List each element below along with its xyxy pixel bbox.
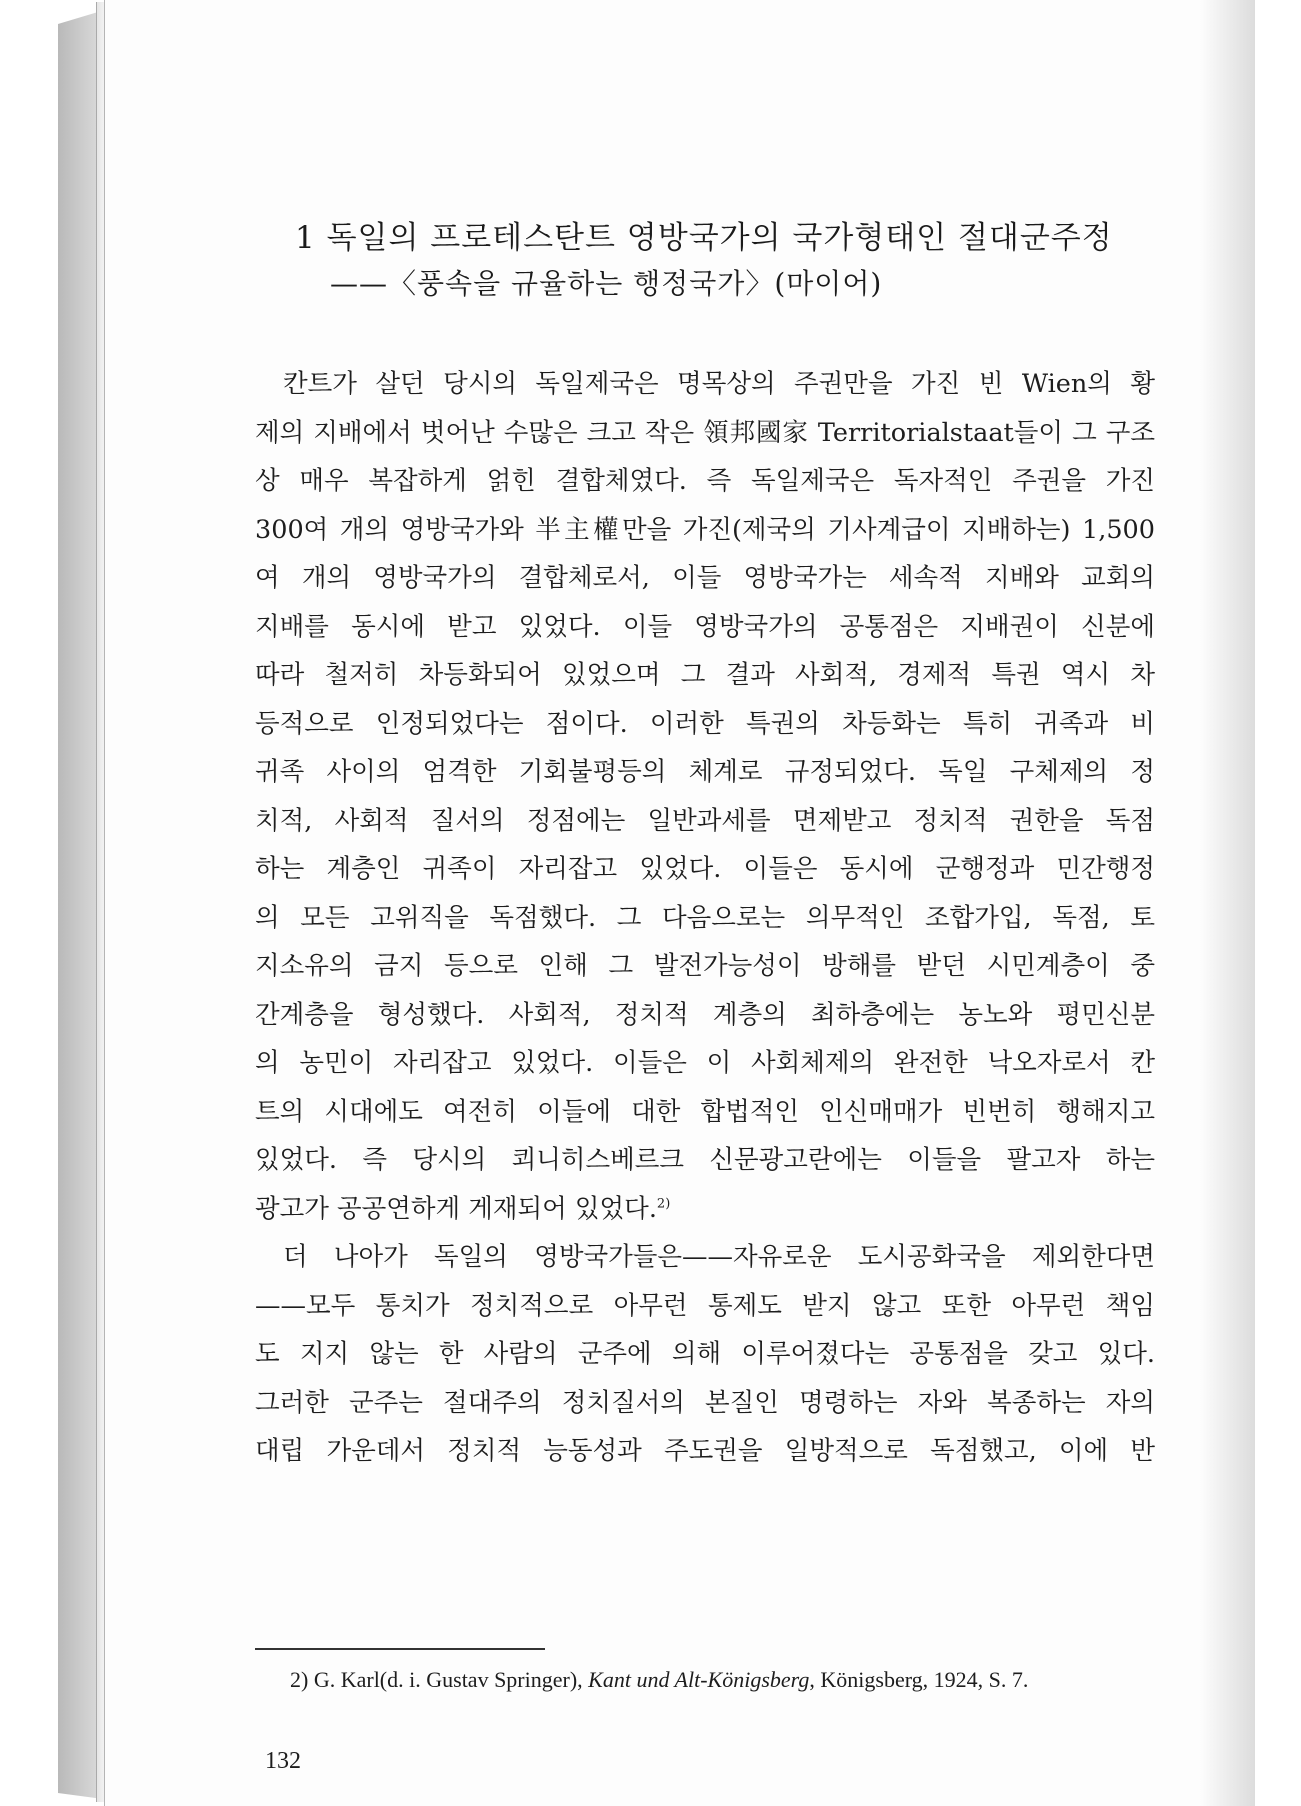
footnote [290,1667,1028,1693]
body-line: 등적으로 인정되었다는 점이다. 이러한 특권의 차등화는 특히 귀족과 비 [255,708,1155,739]
body-line: 따라 철저히 차등화되어 있었으며 그 결과 사회적, 경제적 특권 역시 차 [255,660,1155,690]
footnote-number: 2) [290,1667,309,1692]
footnote-reference: 2) [656,1196,671,1211]
footnote-citation: G. Karl(d. i. Gustav Springer), [313,1667,583,1692]
body-line: 지배를 동시에 받고 있었다. 이들 영방국가의 공통점은 지배권이 신분에 [255,611,1155,642]
body-line: 상 매우 복잡하게 얽힌 결합체였다. 즉 독일제국은 독자적인 주권을 가진 [255,466,1155,496]
body-line: 귀족 사이의 엄격한 기회불평등의 체계로 규정되었다. 독일 구체제의 정 [255,757,1155,787]
body-line: 의 농민이 자리잡고 있었다. 이들은 이 사회체제의 완전한 낙오자로서 칸 [255,1048,1155,1078]
body-line: 300여 개의 영방국가와 半主權만을 가진(제국의 기사계급이 지배하는) 1,500 [255,514,1155,545]
body-line: 트의 시대에도 여전히 이들에 대한 합법적인 인신매매가 빈번히 행해지고 [255,1096,1155,1127]
body-line: 칸트가 살던 당시의 독일제국은 명목상의 주권만을 가진 빈 Wien의 황 [283,369,1155,399]
section-title: 1 독일의 프로테스탄트 영방국가의 국가형태인 절대군주정 [295,220,1113,256]
section-subtitle: ——〈풍속을 규율하는 행정국가〉(마이어) [330,267,883,300]
body-line-text: 광고가 공공연하게 게재되어 있었다. [255,1193,657,1224]
page-number: 132 [265,1748,301,1774]
body-line: 그러한 군주는 절대주의 정치질서의 본질인 명령하는 자와 복종하는 자의 [255,1387,1155,1418]
body-line: 지소유의 금지 등으로 인해 그 발전가능성이 방해를 받던 시민계층이 중 [255,951,1155,981]
body-line: 제의 지배에서 벗어난 수많은 크고 작은 領邦國家 Territorialstaat들이 그 구조 [255,417,1155,448]
page-gutter-shadow [1200,0,1255,1806]
footnote-divider [255,1648,545,1650]
body-line: 도 지지 않는 한 사람의 군주에 의해 이루어졌다는 공통점을 갖고 있다. [255,1339,1155,1369]
body-line: 있었다. 즉 당시의 쾨니히스베르크 신문광고란에는 이들을 팔고자 하는 [255,1145,1155,1175]
body-line: 대립 가운데서 정치적 능동성과 주도권을 일방적으로 독점했고, 이에 반 [255,1436,1155,1466]
body-text [255,360,1155,1476]
body-line: 더 나아가 독일의 영방국가들은——자유로운 도시공화국을 제외한다면 [283,1242,1155,1272]
body-line: 여 개의 영방국가의 결합체로서, 이들 영방국가는 세속적 지배와 교회의 [255,563,1155,593]
footnote-book-title: Kant und Alt-Königsberg [588,1667,810,1692]
body-line: 치적, 사회적 질서의 정점에는 일반과세를 면제받고 정치적 권한을 독점 [255,805,1155,836]
footnote-citation-tail: , Königsberg, 1924, S. 7. [809,1667,1029,1692]
body-line: 간계층을 형성했다. 사회적, 정치적 계층의 최하층에는 농노와 평민신분 [255,999,1155,1030]
body-line: 의 모든 고위직을 독점했다. 그 다음으로는 의무적인 조합가입, 독점, 토 [255,902,1155,933]
body-line-with-footnote [255,1185,1155,1234]
body-line: ——모두 통치가 정치적으로 아무런 통제도 받지 않고 또한 아무런 책임 [255,1290,1155,1321]
body-line: 하는 계층인 귀족이 자리잡고 있었다. 이들은 동시에 군행정과 민간행정 [255,854,1155,884]
